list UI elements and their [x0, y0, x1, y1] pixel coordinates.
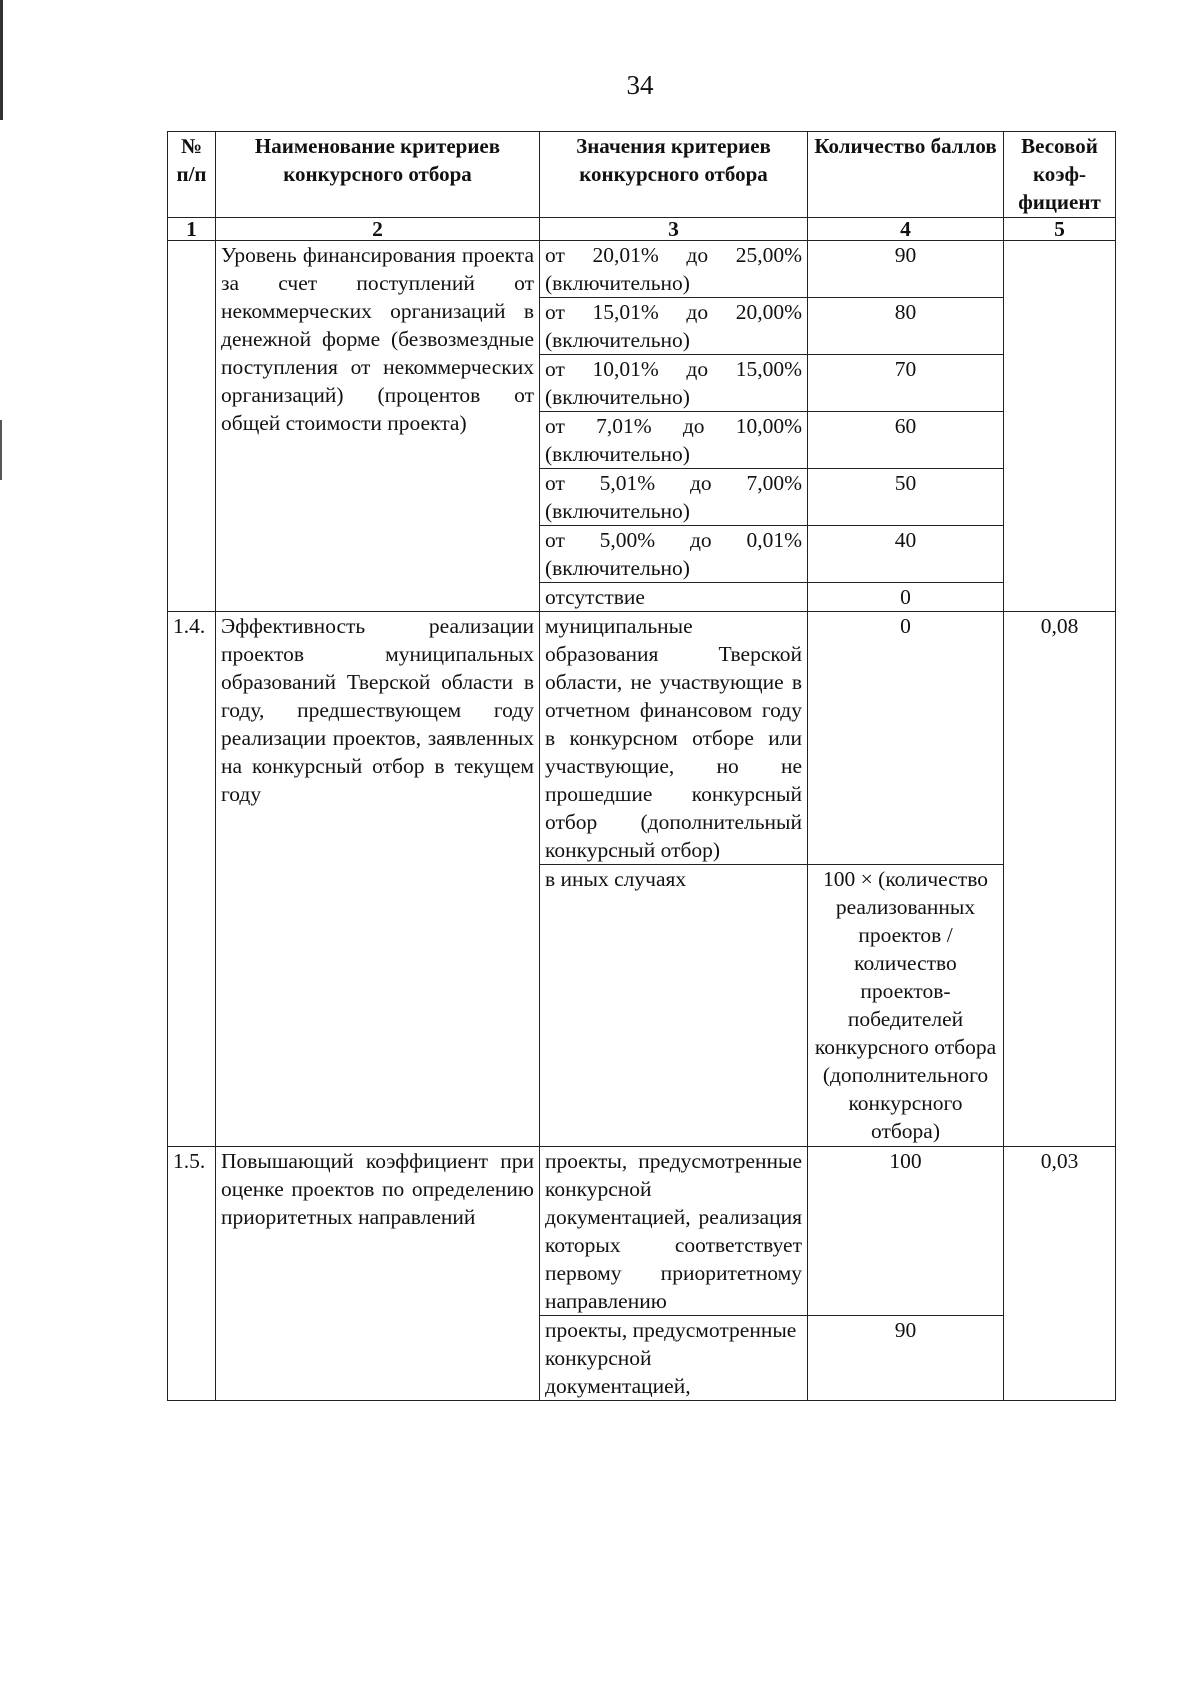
- points-cell: 50: [808, 469, 1004, 526]
- header-criterion-name: Наименование критериев конкурсного отбора: [216, 132, 540, 218]
- row-number-cell: [168, 241, 216, 612]
- table-row: [168, 241, 1116, 298]
- criterion-name-cell: Уровень финансирования проекта за счет поступлений от некоммерческих организаций в денежной форме (безвозмездные поступления от некоммерческих организаций) (процентов от общей стоимости проекта): [216, 241, 540, 612]
- header-number: № п/п: [168, 132, 216, 218]
- points-cell: 90: [808, 241, 1004, 298]
- criterion-value-cell: от 15,01% до 20,00% (включительно): [540, 298, 808, 355]
- column-number: 5: [1004, 218, 1116, 241]
- header-row: [168, 132, 1116, 218]
- points-cell: 80: [808, 298, 1004, 355]
- points-cell: 90: [808, 1316, 1004, 1401]
- points-cell: 0: [808, 612, 1004, 865]
- column-number: 1: [168, 218, 216, 241]
- column-number-row: [168, 218, 1116, 241]
- points-cell: 70: [808, 355, 1004, 412]
- points-cell: 40: [808, 526, 1004, 583]
- table-row: [168, 612, 1116, 865]
- points-cell: 100 × (количество реализованных проектов / количество проектов-победителей конкурсного отбора (дополнительного конкурсного отбора): [808, 865, 1004, 1147]
- criterion-value-cell: от 5,00% до 0,01% (включительно): [540, 526, 808, 583]
- column-number: 2: [216, 218, 540, 241]
- criterion-value-cell: от 20,01% до 25,00% (включительно): [540, 241, 808, 298]
- criterion-value-cell: отсутствие: [540, 583, 808, 612]
- weight-cell: [1004, 241, 1116, 612]
- page-number: 34: [626, 70, 654, 100]
- criterion-value-cell: проекты, предусмотренные конкурсной документацией, реализация которых соответствует первому приоритетному направлению: [540, 1147, 808, 1316]
- scan-edge-mark: [0, 0, 3, 120]
- criteria-table: [167, 131, 1116, 1401]
- criterion-value-cell: от 5,01% до 7,00% (включительно): [540, 469, 808, 526]
- column-number: 3: [540, 218, 808, 241]
- column-number: 4: [808, 218, 1004, 241]
- header-points: Количество баллов: [808, 132, 1004, 218]
- header-criterion-values: Значения критериев конкурсного отбора: [540, 132, 808, 218]
- criterion-value-cell: от 7,01% до 10,00% (включительно): [540, 412, 808, 469]
- criterion-value-cell: от 10,01% до 15,00% (включительно): [540, 355, 808, 412]
- points-cell: 0: [808, 583, 1004, 612]
- criterion-value-cell: в иных случаях: [540, 865, 808, 1147]
- points-cell: 100: [808, 1147, 1004, 1316]
- criterion-value-cell: муниципальные образования Тверской области, не участвующие в отчетном финансовом году в конкурсном отборе или участвующие, но не прошедшие конкурсный отбор (дополнительный конкурсный отбор): [540, 612, 808, 865]
- criterion-name-cell: Эффективность реализации проектов муниципальных образований Тверской области в году, предшествующем году реализации проектов, заявленных на конкурсный отбор в текущем году: [216, 612, 540, 1147]
- criterion-name-cell: Повышающий коэффициент при оценке проектов по определению приоритетных направлений: [216, 1147, 540, 1401]
- scan-edge-mark: [0, 420, 2, 480]
- header-weight: Весовой коэф-фициент: [1004, 132, 1116, 218]
- row-number-cell: 1.4.: [168, 612, 216, 1147]
- points-cell: 60: [808, 412, 1004, 469]
- weight-cell: 0,03: [1004, 1147, 1116, 1401]
- weight-cell: 0,08: [1004, 612, 1116, 1147]
- criterion-value-cell: проекты, предусмотренные конкурсной документацией,: [540, 1316, 808, 1401]
- table-row: [168, 1147, 1116, 1316]
- row-number-cell: 1.5.: [168, 1147, 216, 1401]
